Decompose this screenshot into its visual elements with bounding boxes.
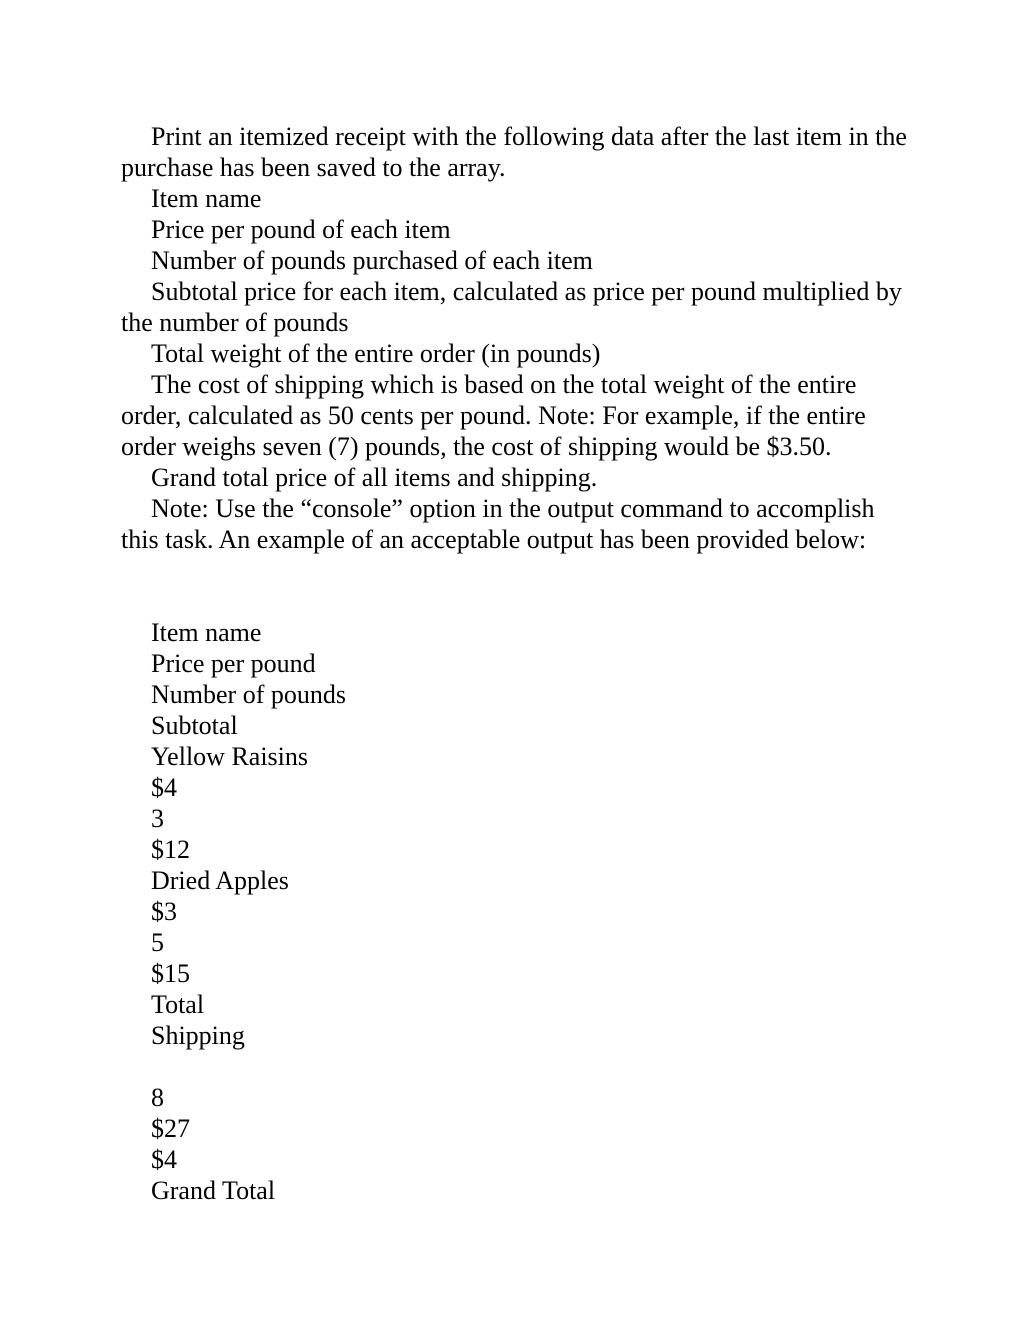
example-line: Item name — [151, 618, 262, 647]
example-line: 5 — [151, 928, 164, 957]
example-line: $12 — [151, 835, 190, 864]
example-line: Number of pounds — [151, 680, 346, 709]
requirement-shipping-cost: The cost of shipping which is based on the total weight of the entire order, calculated as 50 cents per pound. Note: For example, if the entire order weighs seven (7) pounds, the cost of shipping would be $3.50. — [121, 370, 866, 461]
intro-paragraph: Print an itemized receipt with the following data after the last item in the purchase has been saved to the array. — [121, 122, 907, 182]
spacer — [121, 1051, 911, 1082]
example-line: Yellow Raisins — [151, 742, 309, 771]
requirement-pounds-purchased: Number of pounds purchased of each item — [151, 246, 593, 275]
example-line: Shipping — [151, 1021, 245, 1050]
requirement-subtotal: Subtotal price for each item, calculated as price per pound multiplied by the number of pounds — [121, 277, 902, 337]
example-output-block — [121, 617, 911, 1206]
example-line: $4 — [151, 1145, 177, 1174]
example-line: Price per pound — [151, 649, 316, 678]
example-line: $15 — [151, 959, 190, 988]
requirement-total-weight: Total weight of the entire order (in pounds) — [151, 339, 601, 368]
example-line: Grand Total — [151, 1176, 276, 1205]
console-note: Note: Use the “console” option in the output command to accomplish this task. An example of an acceptable output has been provided below: — [121, 494, 875, 554]
example-line: Subtotal — [151, 711, 238, 740]
requirement-grand-total: Grand total price of all items and shipping. — [151, 463, 598, 492]
document-body — [121, 121, 911, 1206]
example-line: 8 — [151, 1083, 164, 1112]
example-line: 3 — [151, 804, 164, 833]
example-line: $27 — [151, 1114, 190, 1143]
example-line: $4 — [151, 773, 177, 802]
requirement-item-name: Item name — [151, 184, 262, 213]
spacer — [121, 555, 911, 617]
example-line: Total — [151, 990, 205, 1019]
requirement-price-per-pound: Price per pound of each item — [151, 215, 451, 244]
example-line: Dried Apples — [151, 866, 289, 895]
example-line: $3 — [151, 897, 177, 926]
